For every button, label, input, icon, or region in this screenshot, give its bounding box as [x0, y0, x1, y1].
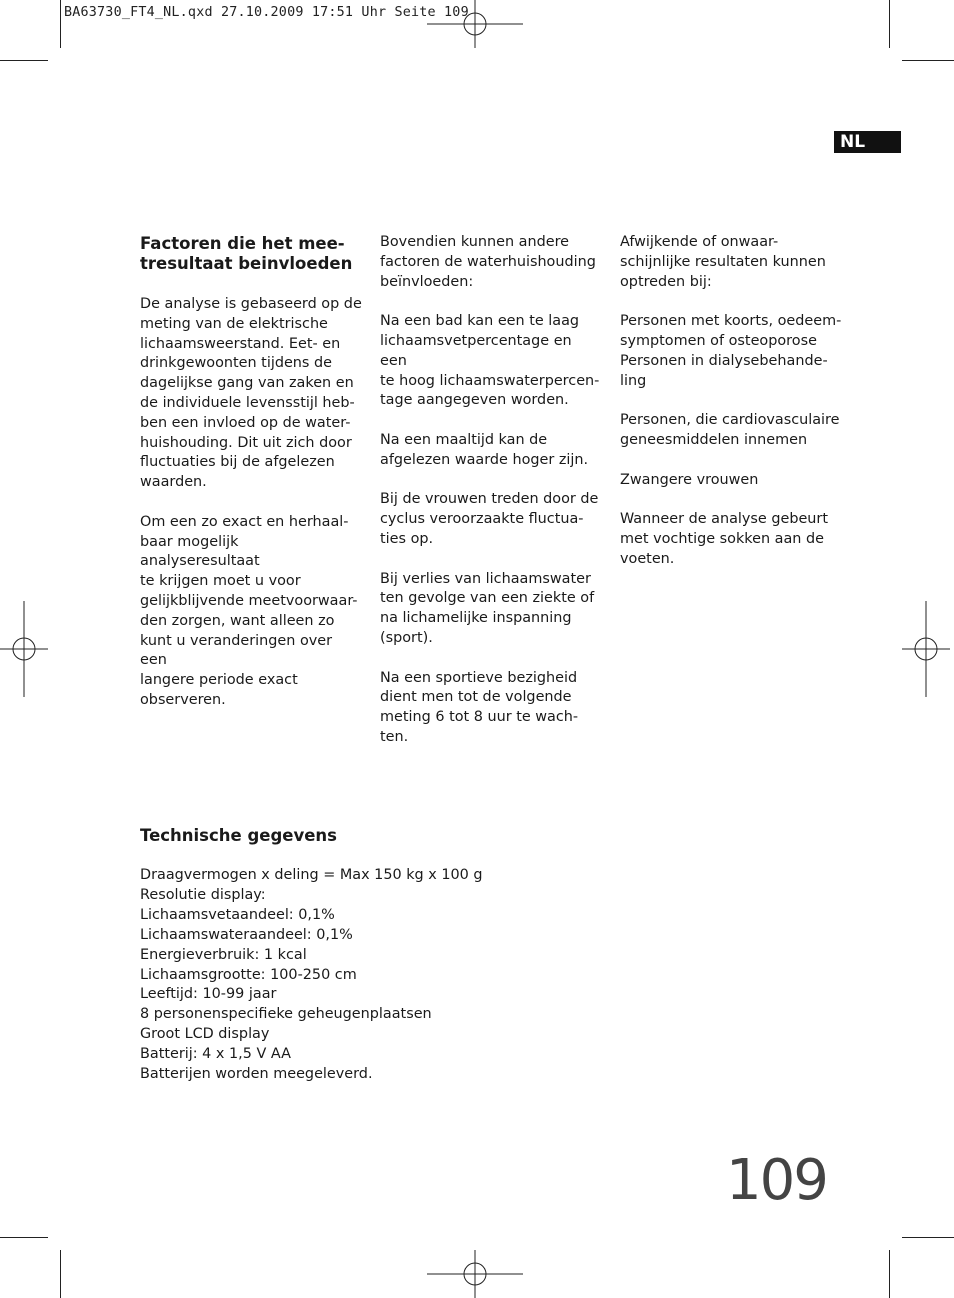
registration-mark-left-icon	[0, 601, 48, 697]
language-tab: NL	[834, 131, 901, 153]
crop-mark-top-right-vertical	[889, 0, 890, 48]
section-heading-technical: Technische gegevens	[140, 826, 337, 845]
column-other-factors	[380, 233, 602, 768]
crop-mark-bottom-left-horizontal	[0, 1237, 48, 1238]
paragraph: Personen met koorts, oedeem- symptomen of osteoporose Personen in dialysebehande- ling	[620, 313, 842, 389]
crop-mark-bottom-right-vertical	[889, 1250, 890, 1298]
spec-line: Batterijen worden meegeleverd.	[140, 1066, 373, 1083]
crop-mark-top-left-vertical	[60, 0, 61, 48]
spec-line: Batterij: 4 x 1,5 V AA	[140, 1046, 291, 1063]
spec-line: Energieverbruik: 1 kcal	[140, 946, 307, 963]
crop-mark-bottom-right-horizontal	[902, 1237, 954, 1238]
crop-mark-top-left-horizontal	[0, 60, 48, 61]
section-heading-factors: Factoren die het mee- tresultaat beinvloeden	[140, 234, 353, 273]
registration-mark-bottom-icon	[427, 1250, 523, 1298]
registration-mark-right-icon	[902, 601, 950, 697]
paragraph: Wanneer de analyse gebeurt met vochtige sokken aan de voeten.	[620, 511, 828, 567]
paragraph: Zwangere vrouwen	[620, 471, 759, 488]
column-deviating-results	[620, 233, 842, 589]
paragraph: Om een zo exact en herhaal- baar mogelijk analyseresultaat te krijgen moet u voor gelijkblijvende meetvoorwaar- den zorgen, want alleen zo kunt u veranderingen over een langere periode exact observeren.	[140, 513, 358, 708]
paragraph: Personen, die cardiovasculaire geneesmiddelen innemen	[620, 412, 840, 448]
paragraph: De analyse is gebaseerd op de meting van de elektrische lichaamsweerstand. Eet- en drinkgewoonten tijdens de dagelijkse gang van zaken en de individuele levensstijl heb- ben een invloed op de water- huishouding. Dit uit zich door fluctuaties bij de afgelezen waarden.	[140, 296, 362, 491]
crop-mark-top-right-horizontal	[902, 60, 954, 61]
paragraph: Na een maaltijd kan de afgelezen waarde hoger zijn.	[380, 431, 589, 468]
paragraph: Na een bad kan een te laag lichaamsvetpercentage en een te hoog lichaamswaterpercen- tage aangegeven worden.	[380, 313, 600, 409]
spec-line: Draagvermogen x deling = Max 150 kg x 100 g	[140, 867, 483, 883]
paragraph: Bij de vrouwen treden door de cyclus veroorzaakte fluctua- ties op.	[380, 491, 599, 547]
paragraph: Na een sportieve bezigheid dient men tot de volgende meting 6 tot 8 uur te wach- ten.	[380, 669, 579, 745]
spec-line: 8 personenspecifieke geheugenplaatsen	[140, 1006, 432, 1023]
spec-line: Groot LCD display	[140, 1026, 270, 1043]
spec-line: Lichaamsgrootte: 100-250 cm	[140, 966, 357, 983]
paragraph: Afwijkende of onwaar- schijnlijke resultaten kunnen optreden bij:	[620, 234, 826, 290]
crop-mark-bottom-left-vertical	[60, 1250, 61, 1298]
spec-line: Lichaamswateraandeel: 0,1%	[140, 926, 353, 943]
print-slug: BA63730_FT4_NL.qxd 27.10.2009 17:51 Uhr Seite 109	[64, 5, 469, 20]
paragraph: Bovendien kunnen andere factoren de waterhuishouding beïnvloeden:	[380, 234, 596, 290]
technical-specs	[140, 826, 640, 1085]
spec-line: Resolutie display:	[140, 886, 266, 903]
registration-mark-top-icon	[427, 0, 523, 48]
spec-line: Lichaamsvetaandeel: 0,1%	[140, 906, 335, 923]
spec-line: Leeftijd: 10-99 jaar	[140, 986, 277, 1003]
page-number: 109	[726, 1148, 827, 1213]
paragraph: Bij verlies van lichaamswater ten gevolge van een ziekte of na lichamelijke inspanning (sport).	[380, 570, 595, 646]
column-factors	[140, 233, 362, 731]
